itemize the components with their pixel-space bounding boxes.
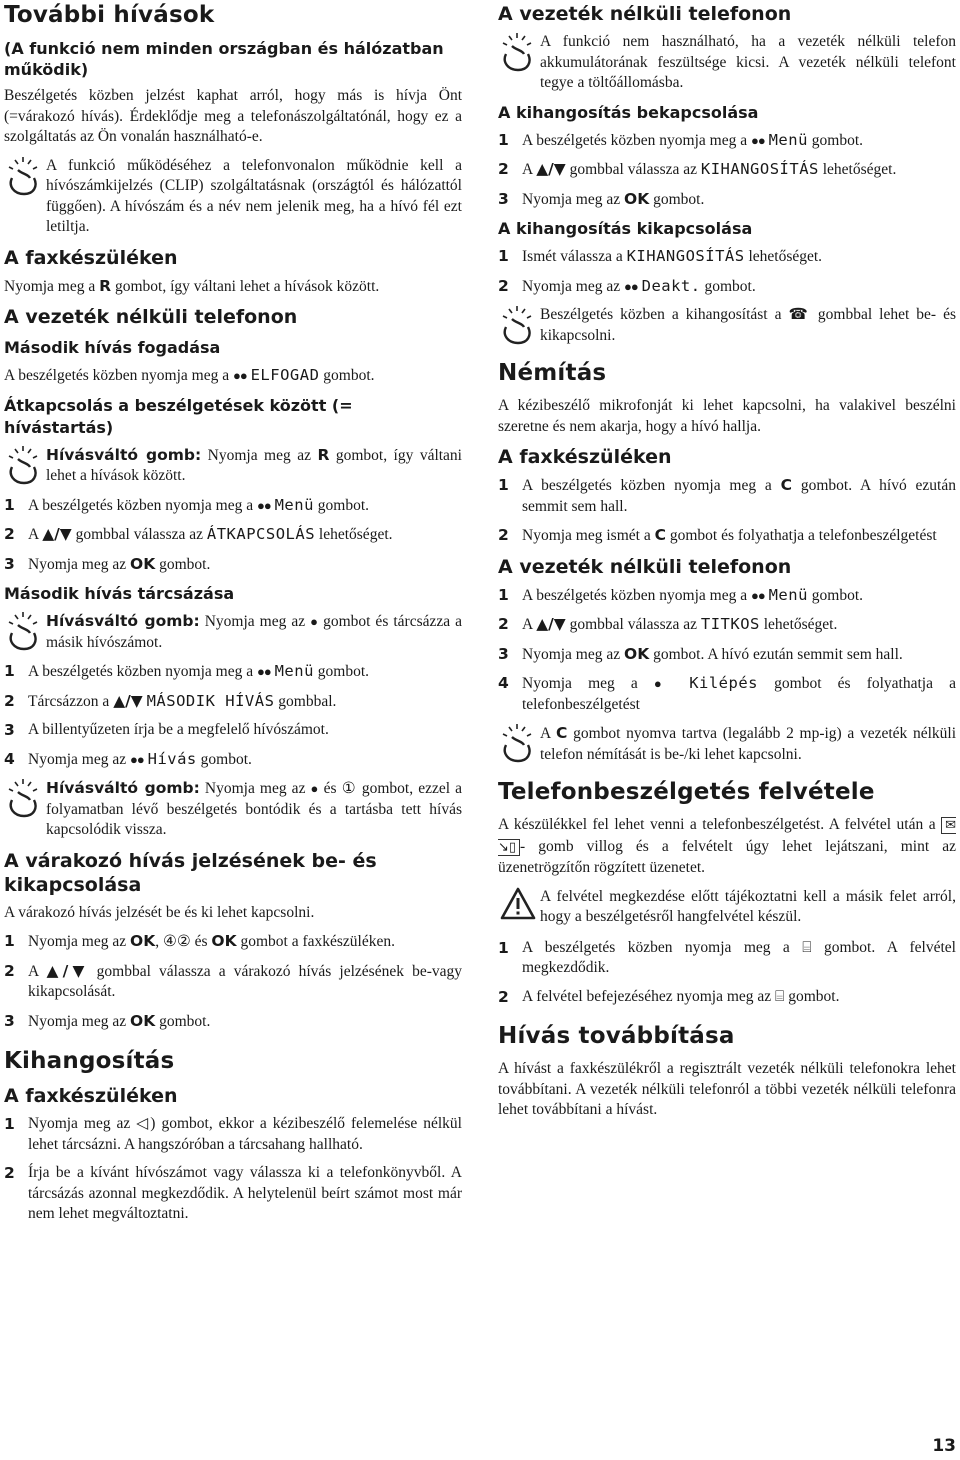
tip-lightbulb-icon — [498, 32, 536, 72]
mute-cordless-step-1: 1 A beszélgetés közben nyomja meg a ●● Menü gombot. — [498, 585, 864, 604]
r-key: R — [99, 276, 112, 295]
page-number: 13 — [932, 1435, 956, 1456]
up-down-arrow-icon: ▲/▼ — [42, 525, 72, 543]
mute-fax-heading: A faxkészüléken — [498, 446, 672, 468]
tip-lightbulb-icon — [4, 611, 42, 651]
up-down-arrow-icon: ▲/▼ — [536, 615, 566, 633]
tip-lightbulb-icon — [4, 156, 42, 196]
waiting-heading: A várakozó hívás jelzésének be- és kikapcsolása — [4, 849, 377, 896]
dial-step-2: 2 Tárcsázzon a ▲/▼ MÁSODIK HÍVÁS gombbal. — [4, 691, 337, 710]
lcd-text: ELFOGAD — [250, 366, 320, 384]
mute-cordless-step-4: 4 Nyomja meg a ● Kilépés gombot és folyathatja a telefonbeszélgetést — [498, 674, 956, 713]
clip-note — [4, 156, 462, 238]
on-step-1: 1 A beszélgetés közben nyomja meg a ●● Menü gombot. — [498, 130, 864, 149]
waiting-step-1: 1 Nyomja meg az OK, ④② és OK gombot a faxkészüléken. — [4, 932, 395, 950]
dial-step-3: 3 A billentyűzeten írja be a megfelelő hívószámot. — [4, 721, 329, 739]
mute-title: Némítás — [498, 360, 607, 386]
up-down-arrow-icon: ▲/▼ — [113, 691, 143, 710]
forward-paragraph: A hívást a faxkészülékről a regisztrált vezeték nélküli telefonokra lehet továbbítani. A vezeték nélküli telefonról a többi vezeték nélküli telefonra lehet továbbítani a hívást. — [498, 1060, 956, 1118]
dial-note: Hívásváltó gomb: Nyomja meg az ● gombot és tárcsázza a másik hívószámot. — [4, 611, 462, 653]
mute-fax-step-2: 2 Nyomja meg ismét a C gombot és folyathatja a telefonbeszélgetést — [498, 526, 937, 544]
speaker-icon: ◁) — [136, 1115, 156, 1132]
switch-note: Hívásváltó gomb: Nyomja meg az R gombot, így váltani lehet a hívások között. — [4, 445, 462, 487]
handset-icon: ☎ — [788, 306, 811, 323]
up-down-arrow-icon: ▲/▼ — [536, 160, 566, 178]
fax-paragraph: Nyomja meg a R gombot, így váltani lehet a hívások között. — [4, 276, 380, 295]
waiting-paragraph: A várakozó hívás jelzését be és ki lehet kapcsolni. — [4, 903, 315, 921]
c-key-note: A C gombot nyomva tartva (legalább 2 mp-ig) a vezeték nélküli telefon némítását is be-/ki lehet kapcsolni. — [498, 723, 956, 765]
fax-heading: A faxkészüléken — [4, 246, 178, 269]
switch-step-1: 1 A beszélgetés közben nyomja meg a ●● Menü gombot. — [4, 495, 370, 514]
up-down-arrow-icon: ▲/▼ — [46, 961, 89, 980]
handsfree-step-2: 2 Írja be a kívánt hívószámot vagy válassza ki a telefonkönyvből. A tárcsázás azonnal megkezdődik. A helytelenül beírt számot most már nem lehet megváltoztatni. — [4, 1164, 462, 1222]
right-cordless-heading: A vezeték nélküli telefonon — [498, 3, 792, 25]
dial-step-4: 4 Nyomja meg az ●● Hívás gombot. — [4, 749, 252, 768]
recording-warning: A felvétel megkezdése előtt tájékoztatni kell a másik felet arról, hogy a beszélgetésről hangfelvétel készül. — [498, 887, 956, 928]
record-title: Telefonbeszélgetés felvétele — [498, 779, 875, 805]
record-button-icon: ⌸ — [802, 938, 812, 956]
clip-note-text: A funkció működéséhez a telefonvonalon működnie kell a hívószámkijelzés (CLIP) szolgáltatásnak (országtól és hálózattól függően). A hívószám és a név nem jelenik meg, ha a hívó fél ezt letiltja. — [46, 156, 462, 235]
mute-cordless-step-2: 2 A ▲/▼ gombbal válassza az TITKOS lehetőséget. — [498, 615, 838, 633]
tip-lightbulb-icon — [498, 305, 536, 345]
forward-title: Hívás továbbítása — [498, 1023, 735, 1049]
swap-note: Hívásváltó gomb: Nyomja meg az ● és ① gombot, ezzel a folyamatban lévő beszélgetés bontódik és a tartásba tett hívás kapcsolódik vissza. — [4, 778, 462, 841]
intro-paragraph: Beszélgetés közben jelzést kaphat arról, hogy más is hívja Önt (=várakozó hívás). Érdeklődje meg a telefonászolgáltatónál, hogy ez a szolgáltatás az Ön vonalán használható-e. — [4, 87, 462, 145]
handsfree-off-heading: A kihangosítás kikapcsolása — [498, 219, 753, 238]
record-step-2: 2 A felvétel befejezéséhez nyomja meg az ⌸ gombot. — [498, 987, 840, 1006]
softkey-dots-icon: ●● — [232, 368, 247, 383]
switch-step-3: 3 Nyomja meg az OK gombot. — [4, 554, 211, 573]
right-column — [498, 0, 956, 1129]
tip-lightbulb-icon — [498, 723, 536, 763]
handsfree-fax-heading: A faxkészüléken — [4, 1085, 178, 1107]
mute-cordless-step-3: 3 Nyomja meg az OK gombot. A hívó ezután semmit sem hall. — [498, 644, 903, 663]
second-call-heading: Második hívás fogadása — [4, 338, 221, 357]
warning-triangle-icon — [500, 887, 536, 921]
on-step-2: 2 A ▲/▼ gombbal válassza az KIHANGOSÍTÁS lehetőséget. — [498, 160, 897, 178]
left-column — [4, 0, 462, 1233]
mute-paragraph: A kézibeszélő mikrofonját ki lehet kapcsolni, ha valakivel beszélni szeretne és nem akarja, hogy a hívó hallja. — [498, 397, 956, 435]
off-step-2: 2 Nyomja meg az ●● Deakt. gombot. — [498, 276, 756, 295]
page-title: További hívások — [4, 2, 215, 28]
record-step-1: 1 A beszélgetés közben nyomja meg a ⌸ gombot. A felvétel megkezdődik. — [498, 938, 956, 976]
record-button-icon: ⌸ — [775, 987, 785, 1005]
handsfree-title: Kihangosítás — [4, 1048, 175, 1074]
waiting-step-2: 2 A ▲/▼ gombbal válassza a várakozó hívás jelzésének be-vagy kikapcsolását. — [4, 961, 462, 1000]
handsfree-on-heading: A kihangosítás bekapcsolása — [498, 102, 759, 122]
on-step-3: 3 Nyomja meg az OK gombot. — [498, 189, 705, 208]
tip-lightbulb-icon — [4, 778, 42, 818]
mute-cordless-heading: A vezeték nélküli telefonon — [498, 555, 792, 578]
subtitle: (A funkció nem minden országban és hálózatban működik) — [4, 39, 444, 79]
tip-lightbulb-icon — [4, 445, 42, 485]
record-key-icon: ✉↘▯ — [498, 818, 956, 855]
softkey-dots-icon: ●● — [256, 497, 271, 513]
switch-heading: Átkapcsolás a beszélgetések között (= hívástartás) — [4, 395, 353, 437]
dial-heading: Második hívás tárcsázása — [4, 584, 235, 603]
battery-note: A funkció nem használható, ha a vezeték nélküli telefon akkumulátorának feszültsége kicsi. A vezeték nélküli telefont tegye a töltőállomásba. — [498, 32, 956, 94]
cordless-heading: A vezeték nélküli telefonon — [4, 306, 298, 328]
off-step-1: 1 Ismét válassza a KIHANGOSÍTÁS lehetőséget. — [498, 247, 823, 265]
waiting-step-3: 3 Nyomja meg az OK gombot. — [4, 1011, 211, 1030]
mute-fax-step-1: 1 A beszélgetés közben nyomja meg a C gombot. A hívó ezután semmit sem hall. — [498, 476, 956, 515]
second-call-paragraph: A beszélgetés közben nyomja meg a ●● ELFOGAD gombot. — [4, 366, 375, 384]
record-paragraph: A készülékkel fel lehet venni a telefonbeszélgetést. A felvétel után a ✉↘▯ - gomb villog és a felvételt úgy lehet lejátszani, mint az üzenetrögzítőn rögzített üzenetet. — [498, 816, 956, 876]
handsfree-step-1: 1 Nyomja meg az ◁) gombot, ekkor a kézibeszélő felemelése nélkül lehet tárcsázni. A hangszóróban a tárcsahang hallható. — [4, 1115, 462, 1153]
dial-step-1: 1 A beszélgetés közben nyomja meg a ●● Menü gombot. — [4, 662, 370, 680]
switch-step-2: 2 A ▲/▼ gombbal válassza az ÁTKAPCSOLÁS lehetőséget. — [4, 525, 393, 543]
handset-note: Beszélgetés közben a kihangosítást a ☎ gombbal lehet be- és kikapcsolni. — [498, 305, 956, 346]
